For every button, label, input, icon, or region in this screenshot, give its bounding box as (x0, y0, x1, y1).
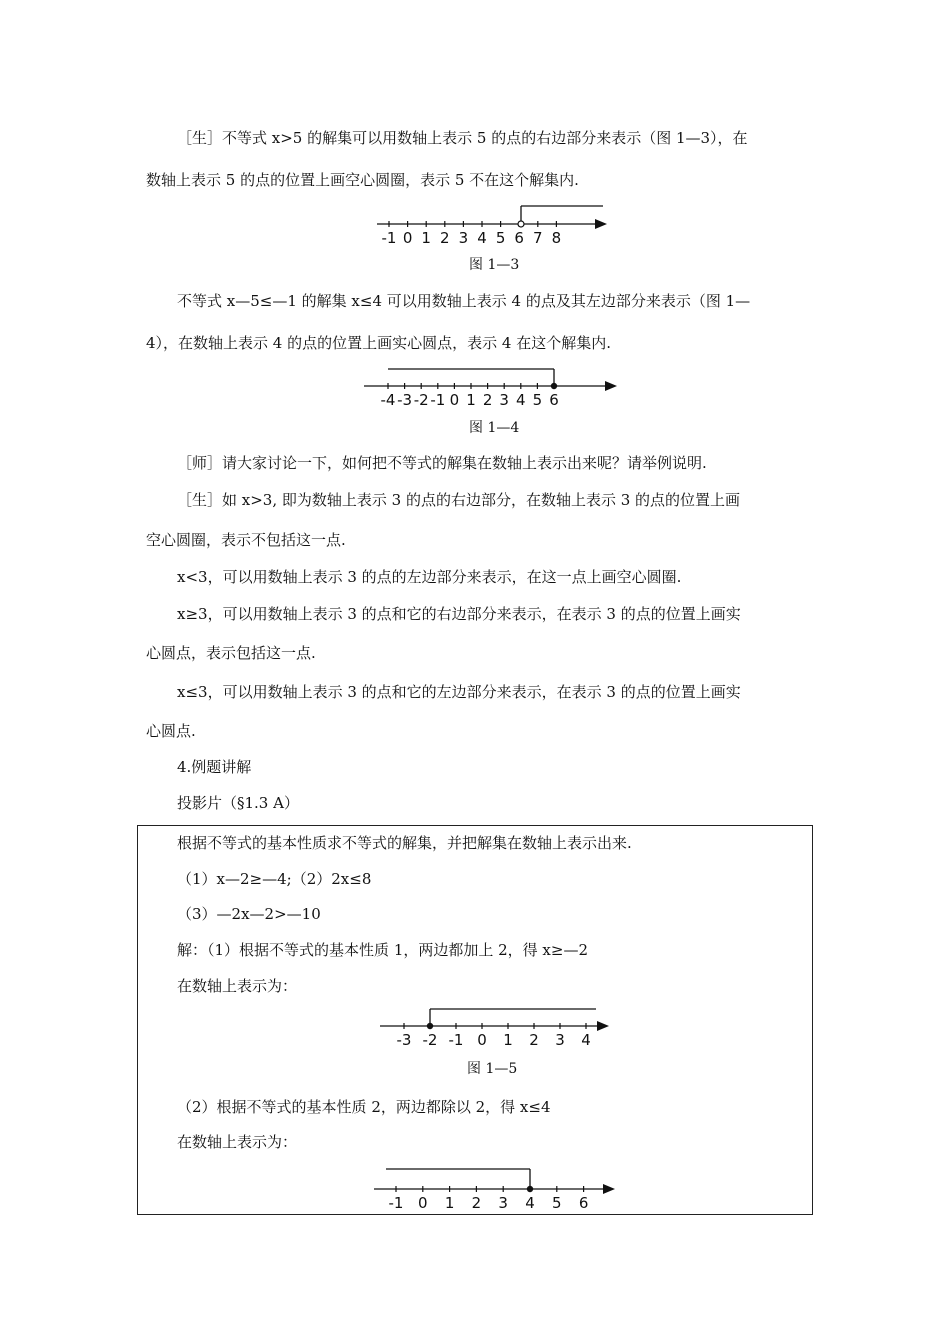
tick-label: 1 (421, 229, 431, 247)
example-problem-3: （3）—2x—2>—10 (177, 905, 321, 923)
tick-label: -2 (422, 1031, 438, 1049)
tick-label: 5 (495, 229, 506, 247)
paragraph-4-line-1: ［生］如 x>3, 即为数轴上表示 3 的点的右边部分，在数轴上表示 3 的点的位置上画 (177, 491, 741, 509)
solution-1: 解：（1）根据不等式的基本性质 1，两边都加上 2，得 x≥—2 (177, 941, 589, 959)
paragraph-1-line-1: ［生］不等式 x>5 的解集可以用数轴上表示 5 的点的右边部分来表示（图 1—3），在 (177, 129, 748, 147)
tick-label: 2 (471, 1194, 482, 1212)
tick-label: 4 (516, 391, 526, 409)
example-problems-1-2: （1）x—2≥—4;（2）2x≤8 (177, 870, 372, 888)
filled-dot-marker (551, 383, 557, 389)
tick-label: 2 (482, 391, 493, 409)
paragraph-6-line-2: 心圆点，表示包括这一点. (146, 644, 316, 662)
tick-label: 6 (549, 391, 559, 409)
tick-label: 0 (418, 1194, 428, 1212)
tick-label: -3 (397, 391, 413, 409)
paragraph-6-line-1: x≥3，可以用数轴上表示 3 的点和它的右边部分来表示，在表示 3 的点的位置上画实 (177, 605, 741, 623)
tick-label: -1 (430, 391, 446, 409)
number-line-fig-1-6 (372, 1164, 622, 1212)
number-line-intro-2: 在数轴上表示为： (177, 1133, 298, 1151)
figure-caption-1-4: 图 1—4 (469, 420, 520, 436)
number-line-intro-1: 在数轴上表示为： (177, 977, 298, 995)
paragraph-2-line-1: 不等式 x—5≤—1 的解集 x≤4 可以用数轴上表示 4 的点及其左边部分来表示（图 1— (177, 292, 751, 310)
tick-label: 8 (551, 229, 562, 247)
paragraph-4-line-2: 空心圆圈，表示不包括这一点. (146, 531, 346, 549)
number-line-fig-1-5 (378, 1004, 618, 1052)
tick-label: -2 (413, 391, 429, 409)
tick-label: 5 (532, 391, 543, 409)
paragraph-3: ［师］请大家讨论一下，如何把不等式的解集在数轴上表示出来呢？请举例说明. (177, 454, 707, 472)
slide-label: 投影片（§1.3 A） (177, 794, 299, 812)
tick-label: 1 (444, 1194, 455, 1212)
tick-label: 5 (552, 1194, 562, 1212)
tick-label: 4 (581, 1031, 591, 1049)
tick-label: -3 (396, 1031, 412, 1049)
open-circle-marker (518, 221, 524, 227)
tick-label: -4 (380, 391, 396, 409)
number-line-fig-1-4 (362, 362, 622, 410)
tick-label: 6 (514, 229, 524, 247)
tick-label: 3 (458, 229, 469, 247)
paragraph-5: x<3，可以用数轴上表示 3 的点的左边部分来表示，在这一点上画空心圆圈. (177, 568, 682, 586)
solution-2: （2）根据不等式的基本性质 2，两边都除以 2，得 x≤4 (177, 1098, 551, 1116)
tick-label: 0 (477, 1031, 487, 1049)
filled-dot-marker (427, 1023, 433, 1029)
tick-label: 1 (503, 1031, 513, 1049)
tick-label: 2 (529, 1031, 539, 1049)
tick-label: 2 (440, 229, 450, 247)
figure-caption-1-5: 图 1—5 (467, 1061, 518, 1077)
tick-label: 3 (555, 1031, 565, 1049)
tick-label: -1 (381, 229, 397, 247)
number-line-fig-1-3 (375, 200, 615, 248)
paragraph-7-line-1: x≤3，可以用数轴上表示 3 的点和它的左边部分来表示，在表示 3 的点的位置上画实 (177, 683, 741, 701)
paragraph-7-line-2: 心圆点. (146, 722, 196, 740)
tick-label: 3 (499, 391, 509, 409)
paragraph-1-line-2: 数轴上表示 5 的点的位置上画空心圆圈，表示 5 不在这个解集内. (146, 171, 579, 189)
tick-label: -1 (448, 1031, 464, 1049)
tick-label: 4 (477, 229, 487, 247)
example-prompt: 根据不等式的基本性质求不等式的解集，并把解集在数轴上表示出来. (177, 834, 632, 852)
tick-label: 6 (578, 1194, 589, 1212)
tick-label: 1 (466, 391, 476, 409)
filled-dot-marker (527, 1186, 533, 1192)
paragraph-2-line-2: 4），在数轴上表示 4 的点的位置上画实心圆点，表示 4 在这个解集内. (146, 334, 611, 352)
tick-label: 0 (402, 229, 413, 247)
tick-label: 4 (525, 1194, 535, 1212)
tick-label: 0 (449, 391, 460, 409)
tick-label: -1 (388, 1194, 404, 1212)
section-heading: 4.例题讲解 (177, 758, 252, 776)
tick-label: 7 (533, 229, 543, 247)
tick-label: 3 (498, 1194, 508, 1212)
figure-caption-1-3: 图 1—3 (469, 257, 520, 273)
